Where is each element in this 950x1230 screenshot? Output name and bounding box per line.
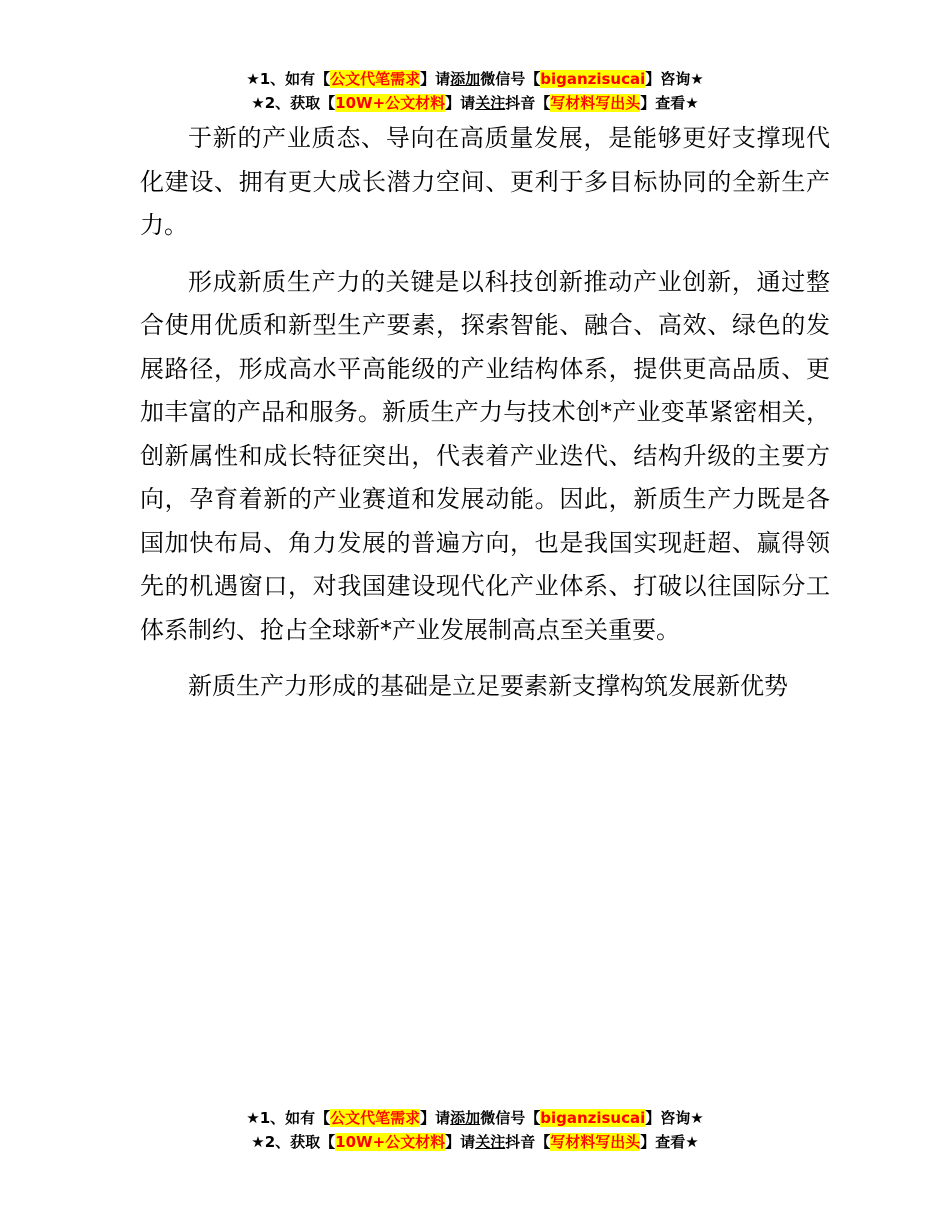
star-icon: ★ (246, 1109, 260, 1127)
banner-text: 抖音【 (505, 94, 551, 112)
banner-line-2 (0, 1130, 950, 1154)
banner-text: 】咨询 (645, 70, 691, 88)
paragraph-3: 新质生产力形成的基础是立足要素新支撑构筑发展新优势 (188, 672, 788, 700)
highlight-ghostwriting-service: 公文代笔需求 (330, 70, 421, 88)
highlight-materials: 10W+公文材料 (335, 1133, 446, 1151)
star-icon: ★ (251, 1133, 265, 1151)
underlined-follow: 关注 (475, 94, 506, 112)
star-icon: ★ (246, 70, 260, 88)
paragraph-1: 于新的产业质态、导向在高质量发展，是能够更好支撑现代化建设、拥有更大成长潜力空间、更利于多目标协同的全新生产力。 (140, 124, 830, 239)
banner-text: 】请 (420, 70, 451, 88)
star-icon: ★ (685, 1133, 699, 1151)
banner-text: 】请 (420, 1109, 451, 1127)
banner-text: 微信号【 (480, 1109, 541, 1127)
banner-text: 抖音【 (505, 1133, 551, 1151)
star-icon: ★ (251, 94, 265, 112)
highlight-wechat-id: biganzisucai (540, 1109, 646, 1127)
banner-text: 】查看 (640, 1133, 686, 1151)
banner-text: 1、如有【 (259, 1109, 331, 1127)
highlight-douyin-account: 写材料写出头 (550, 1133, 641, 1151)
banner-line-1 (0, 67, 950, 91)
underlined-add: 添加 (450, 1109, 481, 1127)
banner-line-1 (0, 1106, 950, 1130)
banner-line-2 (0, 91, 950, 115)
underlined-follow: 关注 (475, 1133, 506, 1151)
banner-text: 】查看 (640, 94, 686, 112)
banner-text: 】请 (445, 1133, 476, 1151)
banner-text: 2、获取【 (264, 1133, 336, 1151)
highlight-wechat-id: biganzisucai (540, 70, 646, 88)
star-icon: ★ (690, 1109, 704, 1127)
star-icon: ★ (690, 70, 704, 88)
header-banner (0, 67, 950, 115)
underlined-add: 添加 (450, 70, 481, 88)
banner-text: 】请 (445, 94, 476, 112)
banner-text: 】咨询 (645, 1109, 691, 1127)
banner-text: 2、获取【 (264, 94, 336, 112)
document-body (140, 117, 830, 722)
star-icon: ★ (685, 94, 699, 112)
highlight-douyin-account: 写材料写出头 (550, 94, 641, 112)
paragraph-2: 形成新质生产力的关键是以科技创新推动产业创新，通过整合使用优质和新型生产要素，探索智能、融合、高效、绿色的发展路径，形成高水平高能级的产业结构体系，提供更高品质、更加丰富的产品和服务。新质生产力与技术创*产业变革紧密相关，创新属性和成长特征突出，代表着产业迭代、结构升级的主要方向，孕育着新的产业赛道和发展动能。因此，新质生产力既是各国加快布局、角力发展的普遍方向，也是我国实现赶超、赢得领先的机遇窗口，对我国建设现代化产业体系、打破以往国际分工体系制约、抢占全球新*产业发展制高点至关重要。 (140, 267, 830, 644)
banner-text: 微信号【 (480, 70, 541, 88)
banner-text: 1、如有【 (259, 70, 331, 88)
footer-banner (0, 1106, 950, 1154)
highlight-materials: 10W+公文材料 (335, 94, 446, 112)
highlight-ghostwriting-service: 公文代笔需求 (330, 1109, 421, 1127)
